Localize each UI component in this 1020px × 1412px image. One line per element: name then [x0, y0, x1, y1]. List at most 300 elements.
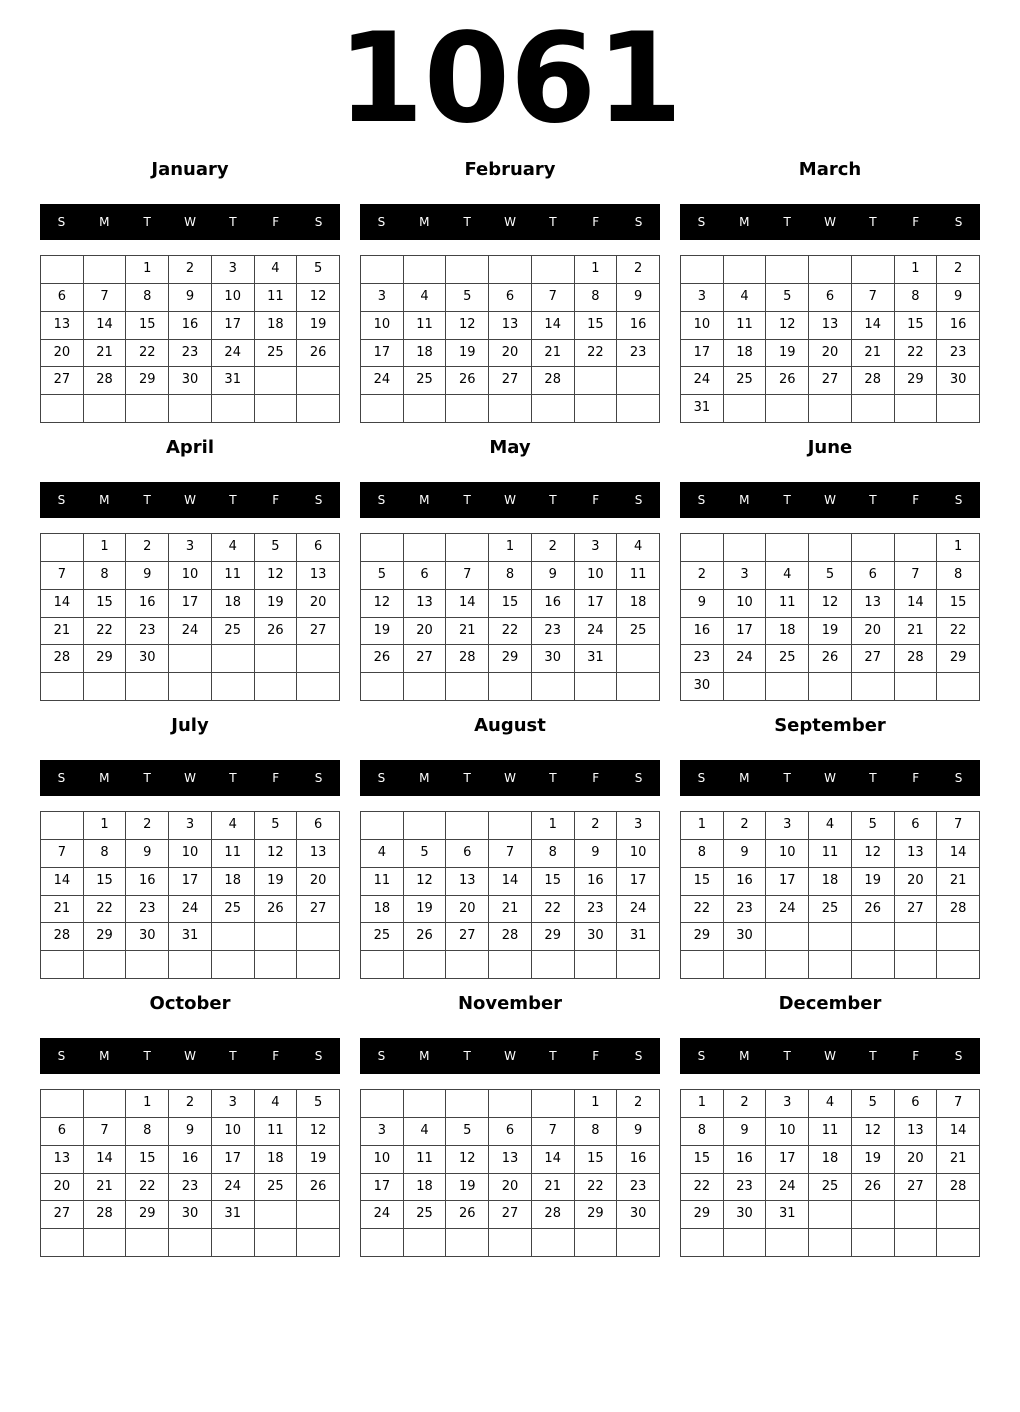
day-cell: 7	[84, 1118, 127, 1146]
day-cell: 11	[724, 312, 767, 340]
day-cell: 14	[937, 840, 980, 868]
day-cell	[297, 1229, 340, 1257]
day-cell: 8	[84, 840, 127, 868]
day-cell: 19	[852, 1146, 895, 1174]
day-cell: 5	[297, 256, 340, 284]
weekday-label: W	[184, 1049, 196, 1063]
day-cell: 28	[937, 1174, 980, 1202]
day-cell	[532, 1229, 575, 1257]
month-title: May	[489, 437, 531, 458]
day-cell: 17	[169, 868, 212, 896]
day-cell: 8	[681, 1118, 724, 1146]
day-cell	[126, 951, 169, 979]
day-cell: 22	[489, 618, 532, 646]
day-cell: 4	[255, 256, 298, 284]
day-cell	[169, 395, 212, 423]
day-cell: 31	[169, 923, 212, 951]
day-cell: 26	[852, 1174, 895, 1202]
day-cell: 16	[937, 312, 980, 340]
day-cell: 21	[937, 868, 980, 896]
day-cell	[212, 673, 255, 701]
day-cell	[766, 534, 809, 562]
day-cell: 21	[41, 896, 84, 924]
day-cell	[724, 1229, 767, 1257]
day-cell: 22	[681, 896, 724, 924]
day-cell: 24	[212, 1174, 255, 1202]
day-cell: 3	[169, 812, 212, 840]
day-cell: 11	[809, 1118, 852, 1146]
day-cell: 17	[766, 1146, 809, 1174]
day-cell: 13	[41, 312, 84, 340]
day-cell	[404, 1090, 447, 1118]
day-cell: 19	[297, 312, 340, 340]
day-cell	[41, 1090, 84, 1118]
day-cell	[532, 1090, 575, 1118]
day-cell: 7	[937, 1090, 980, 1118]
weekday-label: S	[954, 771, 963, 785]
day-cell	[937, 951, 980, 979]
day-cell: 9	[169, 284, 212, 312]
day-cell: 28	[852, 367, 895, 395]
day-cell: 5	[809, 562, 852, 590]
day-cell: 11	[404, 312, 447, 340]
day-cell: 12	[766, 312, 809, 340]
day-cell: 12	[255, 840, 298, 868]
day-cell	[724, 673, 767, 701]
day-cell: 2	[169, 256, 212, 284]
day-cell	[297, 1201, 340, 1229]
day-cell	[489, 812, 532, 840]
day-cell	[575, 673, 618, 701]
day-cell: 5	[766, 284, 809, 312]
day-cell: 22	[575, 1174, 618, 1202]
day-cell: 15	[126, 312, 169, 340]
day-cell: 30	[169, 1201, 212, 1229]
day-cell: 28	[84, 1201, 127, 1229]
day-cell	[404, 1229, 447, 1257]
day-cell: 25	[255, 340, 298, 368]
day-cell: 8	[681, 840, 724, 868]
day-cell: 30	[617, 1201, 660, 1229]
day-cell	[126, 1229, 169, 1257]
weekday-header	[40, 482, 340, 518]
day-cell: 9	[575, 840, 618, 868]
day-cell: 1	[575, 256, 618, 284]
day-cell: 30	[724, 923, 767, 951]
day-cell: 23	[532, 618, 575, 646]
day-cell	[575, 951, 618, 979]
day-cell: 14	[532, 312, 575, 340]
day-cell	[126, 395, 169, 423]
day-grid	[360, 533, 660, 701]
day-cell: 16	[126, 868, 169, 896]
day-cell: 8	[532, 840, 575, 868]
day-cell: 1	[126, 256, 169, 284]
day-cell: 20	[297, 590, 340, 618]
day-cell: 10	[724, 590, 767, 618]
weekday-label: S	[634, 493, 643, 507]
day-cell: 18	[404, 1174, 447, 1202]
day-cell: 21	[84, 1174, 127, 1202]
day-cell	[169, 645, 212, 673]
day-cell: 27	[41, 367, 84, 395]
day-cell	[41, 673, 84, 701]
month-title: September	[774, 715, 886, 736]
day-cell	[532, 951, 575, 979]
weekday-label: T	[869, 493, 877, 507]
day-grid	[680, 533, 980, 701]
weekday-label: W	[184, 771, 196, 785]
day-cell: 3	[212, 256, 255, 284]
day-cell: 21	[446, 618, 489, 646]
day-cell: 16	[126, 590, 169, 618]
day-cell: 29	[681, 1201, 724, 1229]
day-cell: 15	[532, 868, 575, 896]
day-cell: 18	[404, 340, 447, 368]
day-cell	[681, 256, 724, 284]
month-title: March	[798, 159, 862, 180]
day-cell	[41, 1229, 84, 1257]
day-cell	[937, 1201, 980, 1229]
weekday-label: T	[549, 493, 557, 507]
weekday-header	[360, 1038, 660, 1074]
day-cell: 25	[809, 896, 852, 924]
day-cell: 25	[212, 618, 255, 646]
day-cell	[681, 534, 724, 562]
day-cell: 6	[489, 1118, 532, 1146]
day-cell: 17	[617, 868, 660, 896]
day-cell: 22	[681, 1174, 724, 1202]
day-cell	[84, 256, 127, 284]
day-cell: 2	[681, 562, 724, 590]
weekday-label: W	[824, 215, 836, 229]
day-cell: 29	[84, 645, 127, 673]
year-title: 1061	[337, 7, 683, 151]
day-cell: 11	[617, 562, 660, 590]
day-cell: 13	[446, 868, 489, 896]
day-cell: 7	[937, 812, 980, 840]
day-cell: 18	[809, 868, 852, 896]
day-cell: 2	[724, 812, 767, 840]
day-cell	[169, 673, 212, 701]
day-cell: 30	[532, 645, 575, 673]
day-cell: 13	[41, 1146, 84, 1174]
month-title: February	[464, 159, 556, 180]
day-cell: 12	[809, 590, 852, 618]
day-grid	[680, 1089, 980, 1257]
weekday-label: S	[377, 215, 386, 229]
day-cell	[361, 256, 404, 284]
weekday-label: T	[143, 215, 151, 229]
day-cell: 7	[84, 284, 127, 312]
day-cell	[532, 395, 575, 423]
weekday-label: S	[634, 1049, 643, 1063]
day-cell: 9	[617, 1118, 660, 1146]
day-cell: 8	[489, 562, 532, 590]
day-cell: 12	[446, 312, 489, 340]
day-cell	[212, 645, 255, 673]
day-cell: 25	[361, 923, 404, 951]
day-cell: 25	[404, 367, 447, 395]
day-cell	[809, 923, 852, 951]
weekday-label: T	[783, 771, 791, 785]
day-cell	[809, 1201, 852, 1229]
day-cell: 21	[852, 340, 895, 368]
day-cell: 30	[937, 367, 980, 395]
day-cell: 4	[724, 284, 767, 312]
day-cell: 16	[617, 312, 660, 340]
day-cell: 27	[404, 645, 447, 673]
month-title: July	[171, 715, 209, 736]
day-cell	[489, 1090, 532, 1118]
weekday-label: M	[739, 771, 750, 785]
day-cell	[446, 256, 489, 284]
day-cell: 4	[766, 562, 809, 590]
day-cell: 17	[212, 312, 255, 340]
weekday-label: T	[869, 215, 877, 229]
day-cell: 23	[126, 618, 169, 646]
day-cell: 22	[84, 618, 127, 646]
day-cell: 24	[575, 618, 618, 646]
day-cell: 9	[617, 284, 660, 312]
weekday-label: T	[463, 1049, 471, 1063]
day-cell: 8	[126, 1118, 169, 1146]
day-cell: 17	[361, 340, 404, 368]
day-cell	[809, 1229, 852, 1257]
day-cell: 22	[126, 1174, 169, 1202]
day-cell: 23	[169, 340, 212, 368]
day-cell: 28	[937, 896, 980, 924]
day-cell	[297, 673, 340, 701]
day-cell: 18	[724, 340, 767, 368]
weekday-label: S	[634, 215, 643, 229]
day-cell: 26	[297, 1174, 340, 1202]
day-cell	[255, 923, 298, 951]
day-cell	[532, 256, 575, 284]
day-cell: 12	[404, 868, 447, 896]
day-cell: 19	[446, 1174, 489, 1202]
day-cell	[895, 534, 938, 562]
day-cell: 5	[446, 1118, 489, 1146]
day-cell	[126, 673, 169, 701]
day-cell: 5	[852, 812, 895, 840]
weekday-label: W	[504, 493, 516, 507]
day-cell: 10	[361, 1146, 404, 1174]
weekday-label: W	[504, 1049, 516, 1063]
day-cell	[809, 673, 852, 701]
day-cell	[212, 395, 255, 423]
weekday-label: T	[229, 771, 237, 785]
day-cell: 25	[724, 367, 767, 395]
day-grid	[40, 533, 340, 701]
day-cell: 23	[126, 896, 169, 924]
day-cell: 9	[126, 840, 169, 868]
day-cell: 10	[212, 1118, 255, 1146]
day-cell: 7	[41, 562, 84, 590]
month-title: December	[778, 993, 882, 1014]
day-cell: 7	[532, 1118, 575, 1146]
day-cell: 3	[361, 1118, 404, 1146]
day-cell	[446, 812, 489, 840]
day-cell: 22	[575, 340, 618, 368]
weekday-label: S	[57, 215, 66, 229]
day-cell: 26	[297, 340, 340, 368]
day-cell	[617, 645, 660, 673]
day-cell: 25	[766, 645, 809, 673]
day-cell: 6	[41, 1118, 84, 1146]
day-cell: 23	[617, 1174, 660, 1202]
weekday-label: W	[504, 215, 516, 229]
weekday-label: F	[592, 771, 600, 785]
weekday-label: M	[419, 215, 430, 229]
day-cell	[169, 1229, 212, 1257]
day-cell: 27	[489, 367, 532, 395]
day-cell	[724, 256, 767, 284]
day-cell: 27	[297, 896, 340, 924]
day-cell: 22	[532, 896, 575, 924]
day-cell: 9	[681, 590, 724, 618]
day-cell: 13	[489, 1146, 532, 1174]
day-cell: 23	[169, 1174, 212, 1202]
weekday-label: S	[57, 771, 66, 785]
day-cell	[404, 673, 447, 701]
weekday-label: T	[143, 1049, 151, 1063]
day-cell: 26	[255, 896, 298, 924]
day-cell	[41, 812, 84, 840]
weekday-label: T	[229, 493, 237, 507]
weekday-label: S	[954, 215, 963, 229]
weekday-label: F	[912, 771, 920, 785]
day-cell: 20	[489, 340, 532, 368]
day-cell: 30	[724, 1201, 767, 1229]
day-cell	[937, 923, 980, 951]
day-cell: 16	[681, 618, 724, 646]
day-cell: 3	[766, 1090, 809, 1118]
day-cell: 13	[895, 1118, 938, 1146]
day-cell: 20	[41, 340, 84, 368]
day-cell: 8	[575, 1118, 618, 1146]
day-cell: 18	[766, 618, 809, 646]
day-cell: 27	[446, 923, 489, 951]
day-cell: 31	[575, 645, 618, 673]
day-cell: 28	[532, 367, 575, 395]
weekday-label: M	[99, 771, 110, 785]
day-cell: 10	[766, 1118, 809, 1146]
day-cell	[895, 1201, 938, 1229]
day-cell: 13	[809, 312, 852, 340]
day-cell	[361, 1090, 404, 1118]
weekday-label: F	[912, 215, 920, 229]
day-cell: 21	[41, 618, 84, 646]
day-cell	[937, 1229, 980, 1257]
day-cell	[84, 673, 127, 701]
day-cell: 14	[489, 868, 532, 896]
day-cell: 16	[575, 868, 618, 896]
day-cell	[766, 673, 809, 701]
day-cell	[852, 1229, 895, 1257]
weekday-label: T	[869, 1049, 877, 1063]
day-cell: 31	[681, 395, 724, 423]
day-cell: 18	[212, 868, 255, 896]
day-cell: 24	[681, 367, 724, 395]
weekday-label: T	[143, 493, 151, 507]
day-cell	[895, 1229, 938, 1257]
month-title: January	[151, 159, 229, 180]
weekday-label: T	[783, 1049, 791, 1063]
month-title: June	[807, 437, 853, 458]
day-cell	[766, 1229, 809, 1257]
day-cell: 12	[852, 1118, 895, 1146]
weekday-label: S	[377, 771, 386, 785]
day-cell: 16	[724, 1146, 767, 1174]
day-cell: 5	[446, 284, 489, 312]
day-cell: 23	[575, 896, 618, 924]
day-cell: 13	[852, 590, 895, 618]
day-cell: 3	[766, 812, 809, 840]
day-cell: 7	[532, 284, 575, 312]
weekday-label: S	[634, 771, 643, 785]
day-cell: 4	[361, 840, 404, 868]
day-cell: 6	[895, 1090, 938, 1118]
day-cell: 20	[895, 1146, 938, 1174]
day-cell	[575, 367, 618, 395]
day-cell	[617, 395, 660, 423]
day-cell: 9	[937, 284, 980, 312]
weekday-label: S	[57, 1049, 66, 1063]
day-cell: 27	[895, 896, 938, 924]
day-cell: 10	[575, 562, 618, 590]
day-cell: 20	[41, 1174, 84, 1202]
weekday-label: F	[592, 493, 600, 507]
day-cell	[895, 673, 938, 701]
day-cell: 3	[361, 284, 404, 312]
weekday-header	[360, 204, 660, 240]
day-cell: 13	[489, 312, 532, 340]
day-grid	[40, 1089, 340, 1257]
day-cell	[489, 951, 532, 979]
day-cell: 2	[617, 256, 660, 284]
day-cell: 24	[361, 367, 404, 395]
day-cell: 9	[126, 562, 169, 590]
weekday-label: M	[99, 1049, 110, 1063]
day-cell: 15	[937, 590, 980, 618]
day-grid	[360, 255, 660, 423]
day-cell: 19	[361, 618, 404, 646]
day-cell: 15	[126, 1146, 169, 1174]
day-cell: 1	[895, 256, 938, 284]
day-cell	[255, 367, 298, 395]
day-cell: 29	[126, 367, 169, 395]
weekday-header	[360, 760, 660, 796]
day-cell: 27	[489, 1201, 532, 1229]
weekday-label: W	[824, 493, 836, 507]
day-cell: 6	[41, 284, 84, 312]
day-cell: 3	[169, 534, 212, 562]
day-cell: 8	[937, 562, 980, 590]
day-cell	[617, 367, 660, 395]
weekday-header	[40, 1038, 340, 1074]
day-cell: 31	[212, 367, 255, 395]
weekday-label: S	[57, 493, 66, 507]
day-cell: 14	[852, 312, 895, 340]
day-cell: 19	[809, 618, 852, 646]
day-cell	[255, 673, 298, 701]
day-cell: 15	[575, 1146, 618, 1174]
day-cell: 31	[212, 1201, 255, 1229]
day-cell: 30	[575, 923, 618, 951]
day-cell	[766, 395, 809, 423]
day-cell	[617, 673, 660, 701]
